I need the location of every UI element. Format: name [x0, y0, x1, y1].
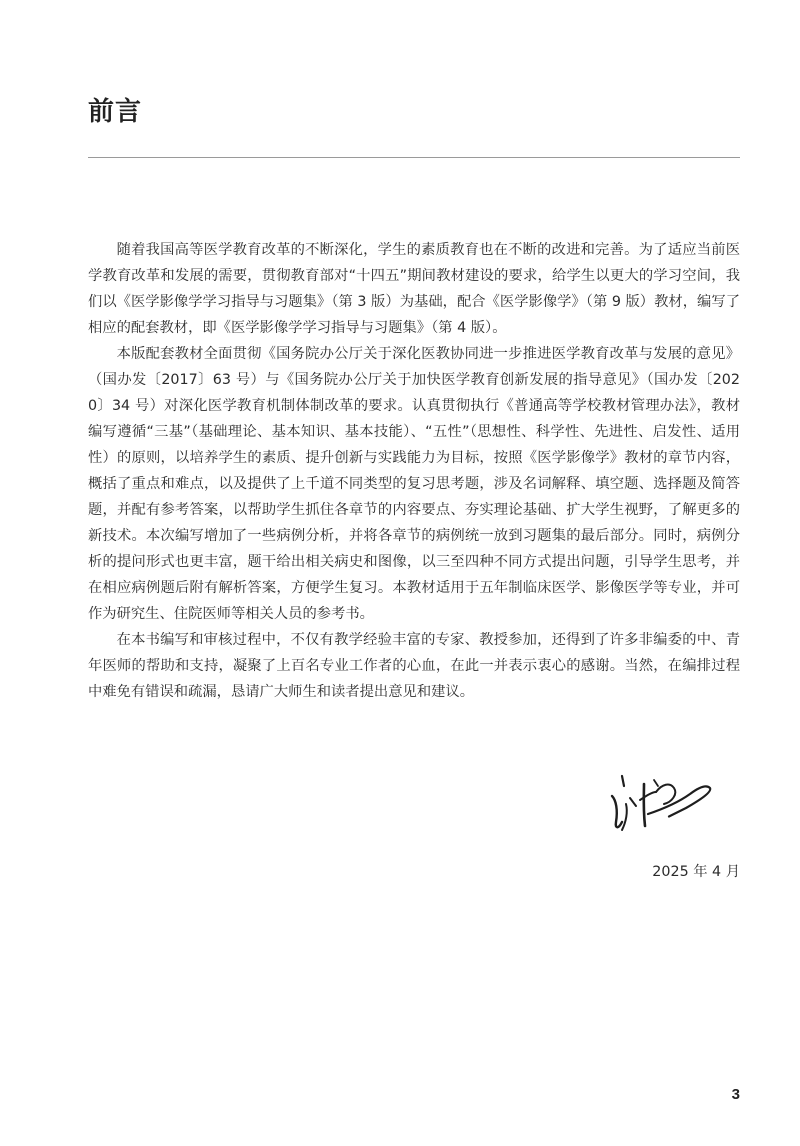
signature-icon	[600, 770, 720, 840]
date: 2025 年 4 月	[652, 864, 740, 880]
paragraph-3: 在本书编写和审核过程中，不仅有教学经验丰富的专家、教授参加，还得到了许多非编委的中、青年医师的帮助和支持，凝聚了上百名专业工作者的心血，在此一并表示衷心的感谢。当然，在编排过程中难免有错误和疏漏，恳请广大师生和读者提出意见和建议。	[88, 632, 740, 700]
page-number: 3	[731, 1086, 740, 1103]
preface-body	[88, 237, 740, 705]
paragraph-2: 本版配套教材全面贯彻《国务院办公厅关于深化医教协同进一步推进医学教育改革与发展的意见》（国办发〔2017〕63 号）与《国务院办公厅关于加快医学教育创新发展的指导意见》（国办发〔2020〕34 号）对深化医学教育机制体制改革的要求。认真贯彻执行《普通高等学校教材管理办法》，教材编写遵循“三基”（基础理论、基本知识、基本技能）、“五性”（思想性、科学性、先进性、启发性、适用性）的原则，以培养学生的素质、提升创新与实践能力为目标，按照《医学影像学》教材的章节内容，概括了重点和难点，以及提供了上千道不同类型的复习思考题，涉及名词解释、填空题、选择题及简答题，并配有参考答案，以帮助学生抓住各章节的内容要点、夯实理论基础、扩大学生视野，了解更多的新技术。本次编写增加了一些病例分析，并将各章节的病例统一放到习题集的最后部分。同时，病例分析的提问形式也更丰富，题干给出相关病史和图像，以三至四种不同方式提出问题，引导学生思考，并在相应病例题后附有解析答案，方便学生复习。本教材适用于五年制临床医学、影像医学等专业，并可作为研究生、住院医师等相关人员的参考书。	[88, 346, 740, 622]
page-title: 前言	[88, 97, 143, 127]
title-divider	[88, 157, 740, 158]
paragraph-1: 随着我国高等医学教育改革的不断深化，学生的素质教育也在不断的改进和完善。为了适应当前医学教育改革和发展的需要，贯彻教育部对“十四五”期间教材建设的要求，给学生以更大的学习空间，我们以《医学影像学学习指导与习题集》（第 3 版）为基础，配合《医学影像学》（第 9 版）教材，编写了相应的配套教材，即《医学影像学学习指导与习题集》（第 4 版）。	[88, 242, 740, 336]
